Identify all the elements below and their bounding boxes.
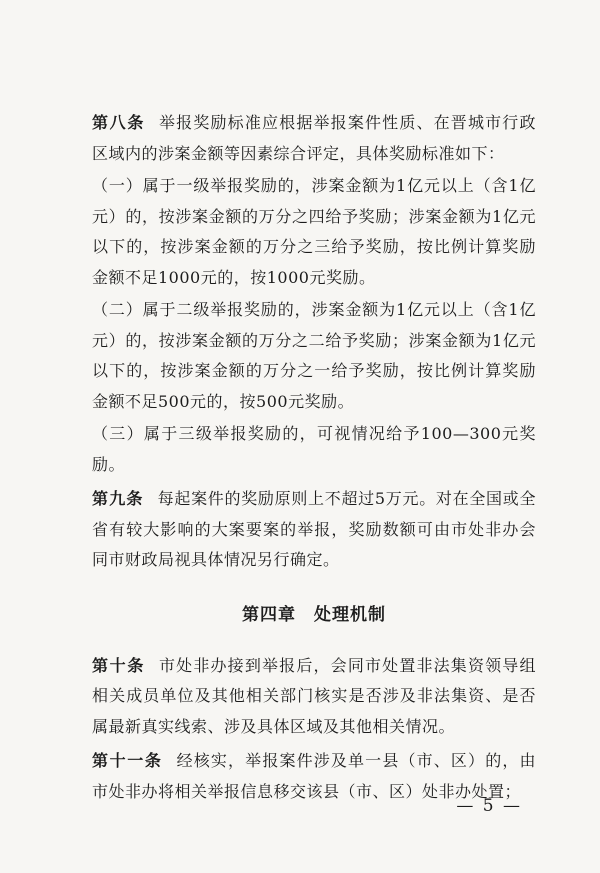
article-8-text: 举报奖励标准应根据举报案件性质、在晋城市行政区域内的涉案金额等因素综合评定，具体奖励标准如下：	[92, 113, 536, 163]
article-8-item-3: （三）属于三级举报奖励的，可视情况给予100—300元奖励。	[92, 424, 536, 474]
article-10-label: 第十条	[92, 655, 145, 675]
article-8-item-1: （一）属于一级举报奖励的，涉案金额为1亿元以上（含1亿元）的，按涉案金额的万分之四给予奖励；涉案金额为1亿元以下的，按涉案金额的万分之三给予奖励，按比例计算奖励金额不足1000元的，按1000元奖励。	[92, 176, 536, 287]
chapter-title: 处理机制	[314, 604, 386, 625]
page-number: — 5 —	[456, 796, 522, 816]
chapter-number: 第四章	[242, 604, 296, 625]
article-9	[92, 484, 536, 576]
article-11-label: 第十一条	[92, 751, 163, 770]
chapter-heading	[92, 600, 536, 625]
article-10-text: 市处非办接到举报后，会同市处置非法集资领导组相关成员单位及其他相关部门核实是否涉及非法集资、是否属最新真实线索、涉及具体区域及其他相关情况。	[92, 655, 536, 736]
article-8-item-2: （二）属于二级举报奖励的，涉案金额为1亿元以上（含1亿元）的，按涉案金额的万分之二给予奖励；涉案金额为1亿元以下的，按涉案金额的万分之一给予奖励，按比例计算奖励金额不足500元的，按500元奖励。	[92, 300, 536, 411]
article-10	[92, 651, 536, 743]
article-8	[92, 108, 536, 169]
article-11-text: 经核实，举报案件涉及单一县（市、区）的，由市处非办将相关举报信息移交该县（市、区）处非办处置；	[92, 751, 536, 801]
article-9-label: 第九条	[92, 489, 144, 508]
article-9-text: 每起案件的奖励原则上不超过5万元。对在全国或全省有较大影响的大案要案的举报，奖励数额可由市处非办会同市财政局视具体情况另行确定。	[92, 489, 536, 569]
article-8-label: 第八条	[92, 113, 145, 132]
